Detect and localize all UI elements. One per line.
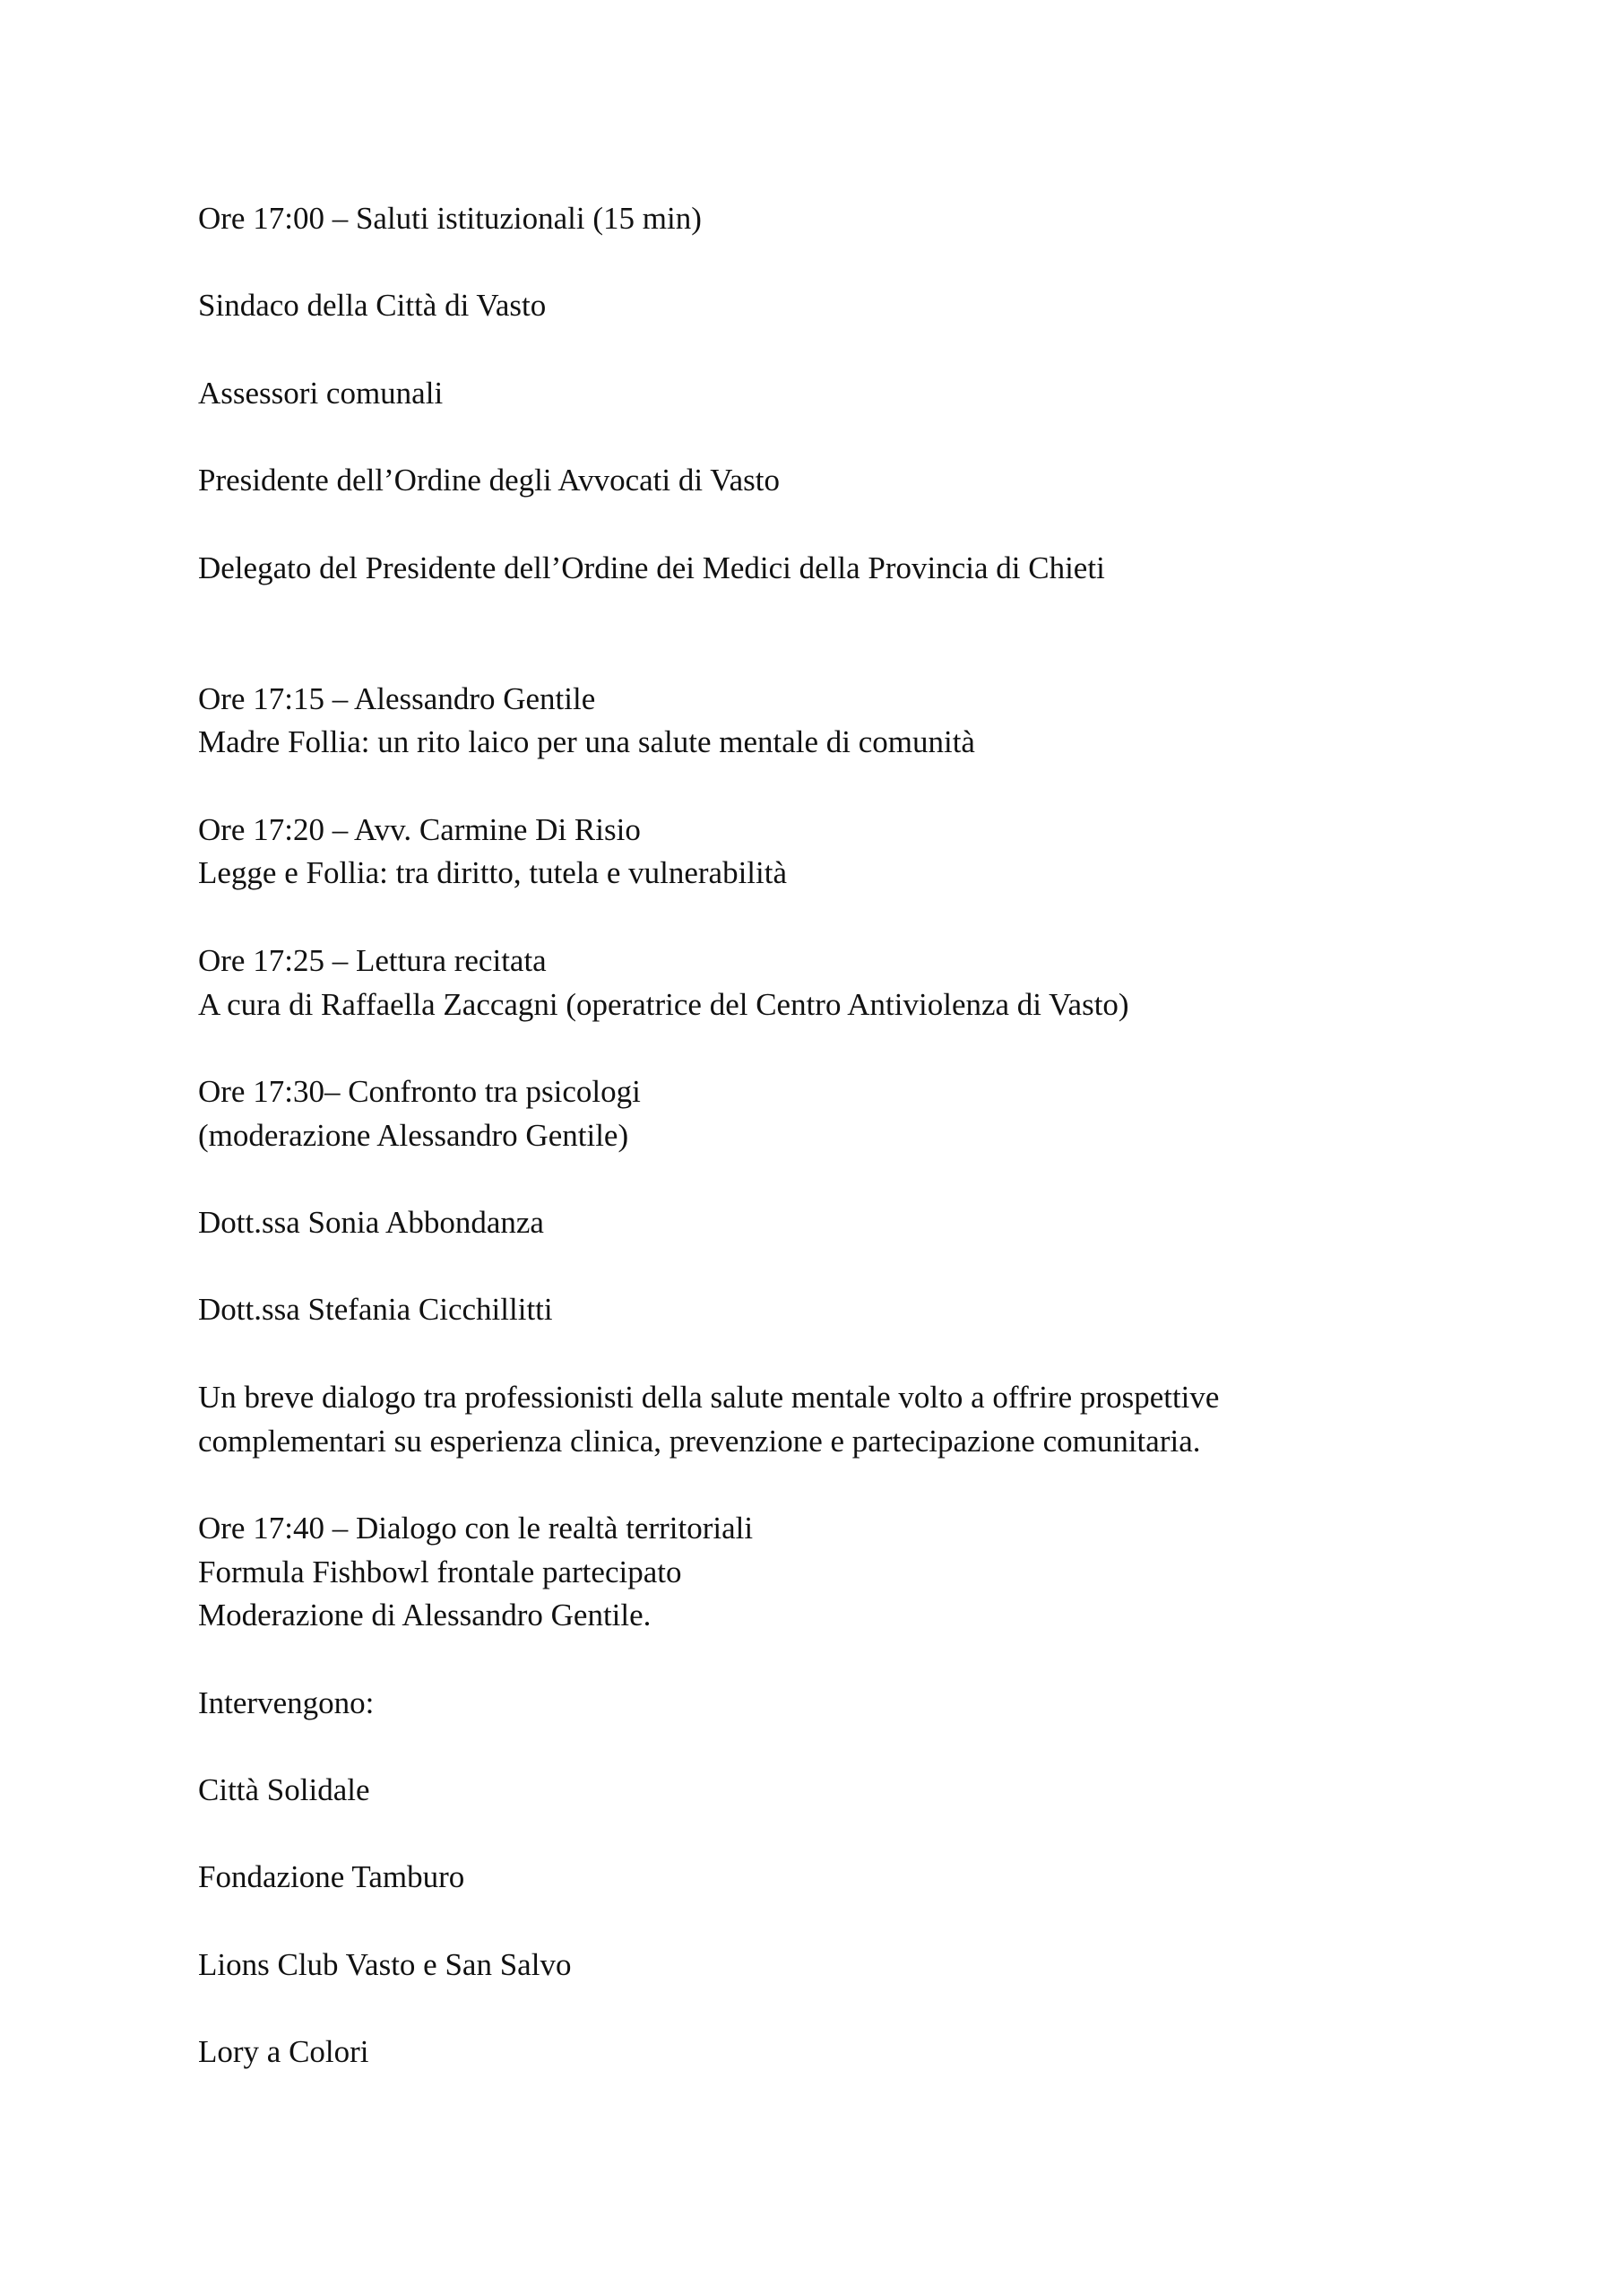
text-line: (moderazione Alessandro Gentile): [198, 1117, 629, 1153]
text-line: Dott.ssa Stefania Cicchillitti: [198, 1292, 553, 1328]
text-line: Madre Follia: un rito laico per una salute mentale di comunità: [198, 724, 975, 760]
paragraph: [198, 459, 1453, 503]
text-line: Ore 17:30– Confronto tra psicologi: [198, 1073, 641, 1109]
text-line: Un breve dialogo tra professionisti della salute mentale volto a offrire prospettive: [198, 1379, 1220, 1415]
text-line: Fondazione Tamburo: [198, 1859, 465, 1895]
text-line: complementari su esperienza clinica, prevenzione e partecipazione comunitaria.: [198, 1423, 1201, 1459]
text-line: Delegato del Presidente dell’Ordine dei Medici della Provincia di Chieti: [198, 550, 1105, 585]
paragraph: [198, 1944, 1453, 1988]
text-line: Intervengono:: [198, 1684, 375, 1720]
paragraph: [198, 1376, 1453, 1463]
paragraph: [198, 197, 1453, 241]
text-line: Lory a Colori: [198, 2034, 369, 2070]
text-line: Ore 17:20 – Avv. Carmine Di Risio: [198, 811, 641, 847]
text-line: Ore 17:40 – Dialogo con le realtà territoriali: [198, 1510, 754, 1546]
text-line: A cura di Raffaella Zaccagni (operatrice del Centro Antiviolenza di Vasto): [198, 986, 1129, 1022]
paragraph: [198, 372, 1453, 416]
text-line: Assessori comunali: [198, 375, 444, 411]
paragraph: [198, 678, 1453, 765]
text-line: Formula Fishbowl frontale partecipato: [198, 1554, 682, 1589]
paragraph: [198, 1201, 1453, 1245]
text-line: Lions Club Vasto e San Salvo: [198, 1946, 572, 1982]
paragraph: [198, 1682, 1453, 1726]
text-line: Ore 17:15 – Alessandro Gentile: [198, 680, 596, 716]
text-line: Dott.ssa Sonia Abbondanza: [198, 1205, 544, 1241]
document-page: [198, 197, 1453, 2118]
paragraph: [198, 1507, 1453, 1638]
text-line: Presidente dell’Ordine degli Avvocati di Vasto: [198, 463, 780, 498]
paragraph: [198, 2031, 1453, 2074]
text-line: Legge e Follia: tra diritto, tutela e vulnerabilità: [198, 855, 788, 891]
paragraph: [198, 1769, 1453, 1813]
text-line: Sindaco della Città di Vasto: [198, 288, 547, 324]
paragraph: [198, 547, 1453, 591]
paragraph: [198, 1856, 1453, 1900]
text-line: Ore 17:25 – Lettura recitata: [198, 942, 547, 978]
text-line: Città Solidale: [198, 1772, 370, 1808]
text-line: Moderazione di Alessandro Gentile.: [198, 1598, 652, 1633]
paragraph: [198, 1288, 1453, 1332]
paragraph: [198, 284, 1453, 328]
paragraph: [198, 809, 1453, 896]
text-line: Ore 17:00 – Saluti istituzionali (15 min): [198, 201, 702, 236]
paragraph: [198, 940, 1453, 1026]
paragraph: [198, 1070, 1453, 1157]
